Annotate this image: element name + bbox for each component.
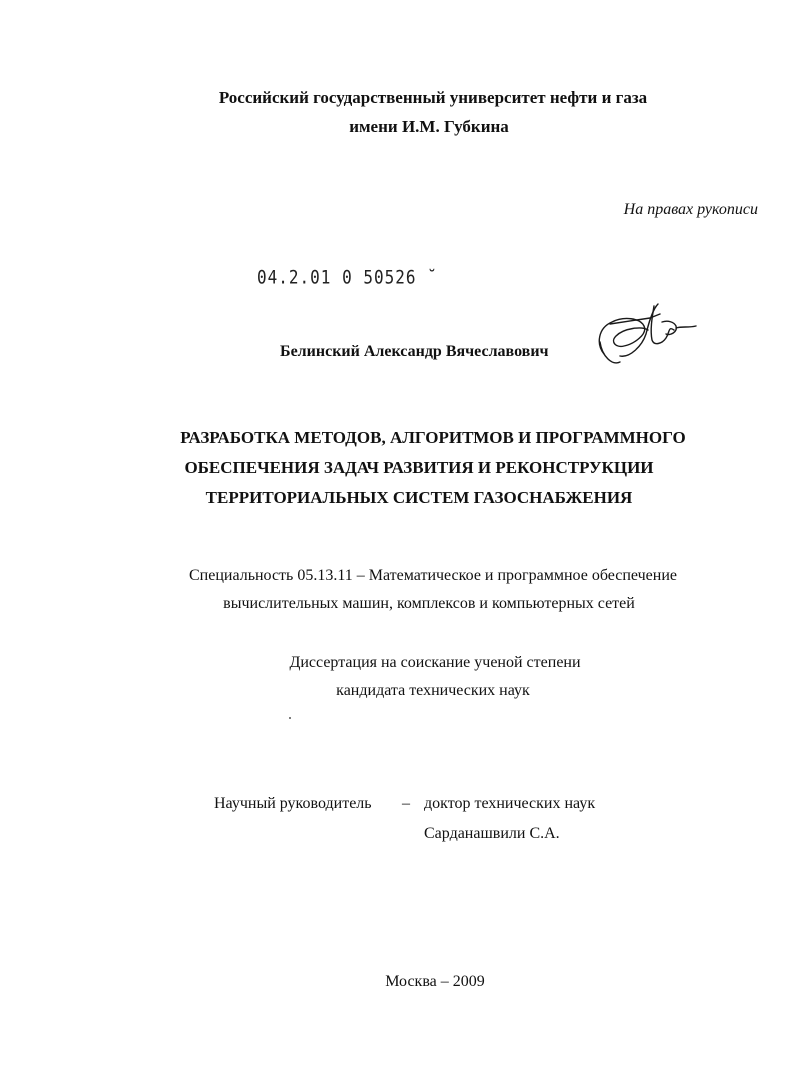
institution-name-continued: имени И.М. Губкина: [349, 117, 509, 136]
degree-line-1: Диссертация на соискание ученой степени: [289, 654, 581, 671]
supervisor-dash: –: [402, 795, 410, 812]
supervisor-name: Сарданашвили С.А.: [424, 825, 560, 842]
author-name: Белинский Александр Вячеславович: [280, 343, 549, 360]
supervisor-degree: доктор технических наук: [424, 795, 596, 812]
specialty-line-1: Специальность 05.13.11 – Математическое и программное обеспечение: [189, 567, 677, 584]
dissertation-title-line-2: ОБЕСПЕЧЕНИЯ ЗАДАЧ РАЗВИТИЯ И РЕКОНСТРУКЦИИ: [184, 458, 654, 477]
author-signature: [590, 296, 710, 376]
dissertation-title-line-1: РАЗРАБОТКА МЕТОДОВ, АЛГОРИТМОВ И ПРОГРАММНОГО: [180, 428, 686, 447]
dissertation-title-line-3: ТЕРРИТОРИАЛЬНЫХ СИСТЕМ ГАЗОСНАБЖЕНИЯ: [205, 488, 633, 507]
institution-name: Российский государственный университет нефти и газа: [218, 88, 648, 107]
scan-speck: [289, 717, 291, 719]
degree-line-2: кандидата технических наук: [336, 682, 530, 699]
specialty-line-2: вычислительных машин, комплексов и компьютерных сетей: [223, 595, 635, 612]
rights-note: На правах рукописи: [623, 201, 758, 218]
archive-stamp-number: 04.2.01 0 50526 ˘: [257, 266, 438, 288]
supervisor-role: Научный руководитель: [214, 795, 372, 812]
city-year: Москва – 2009: [385, 973, 485, 990]
